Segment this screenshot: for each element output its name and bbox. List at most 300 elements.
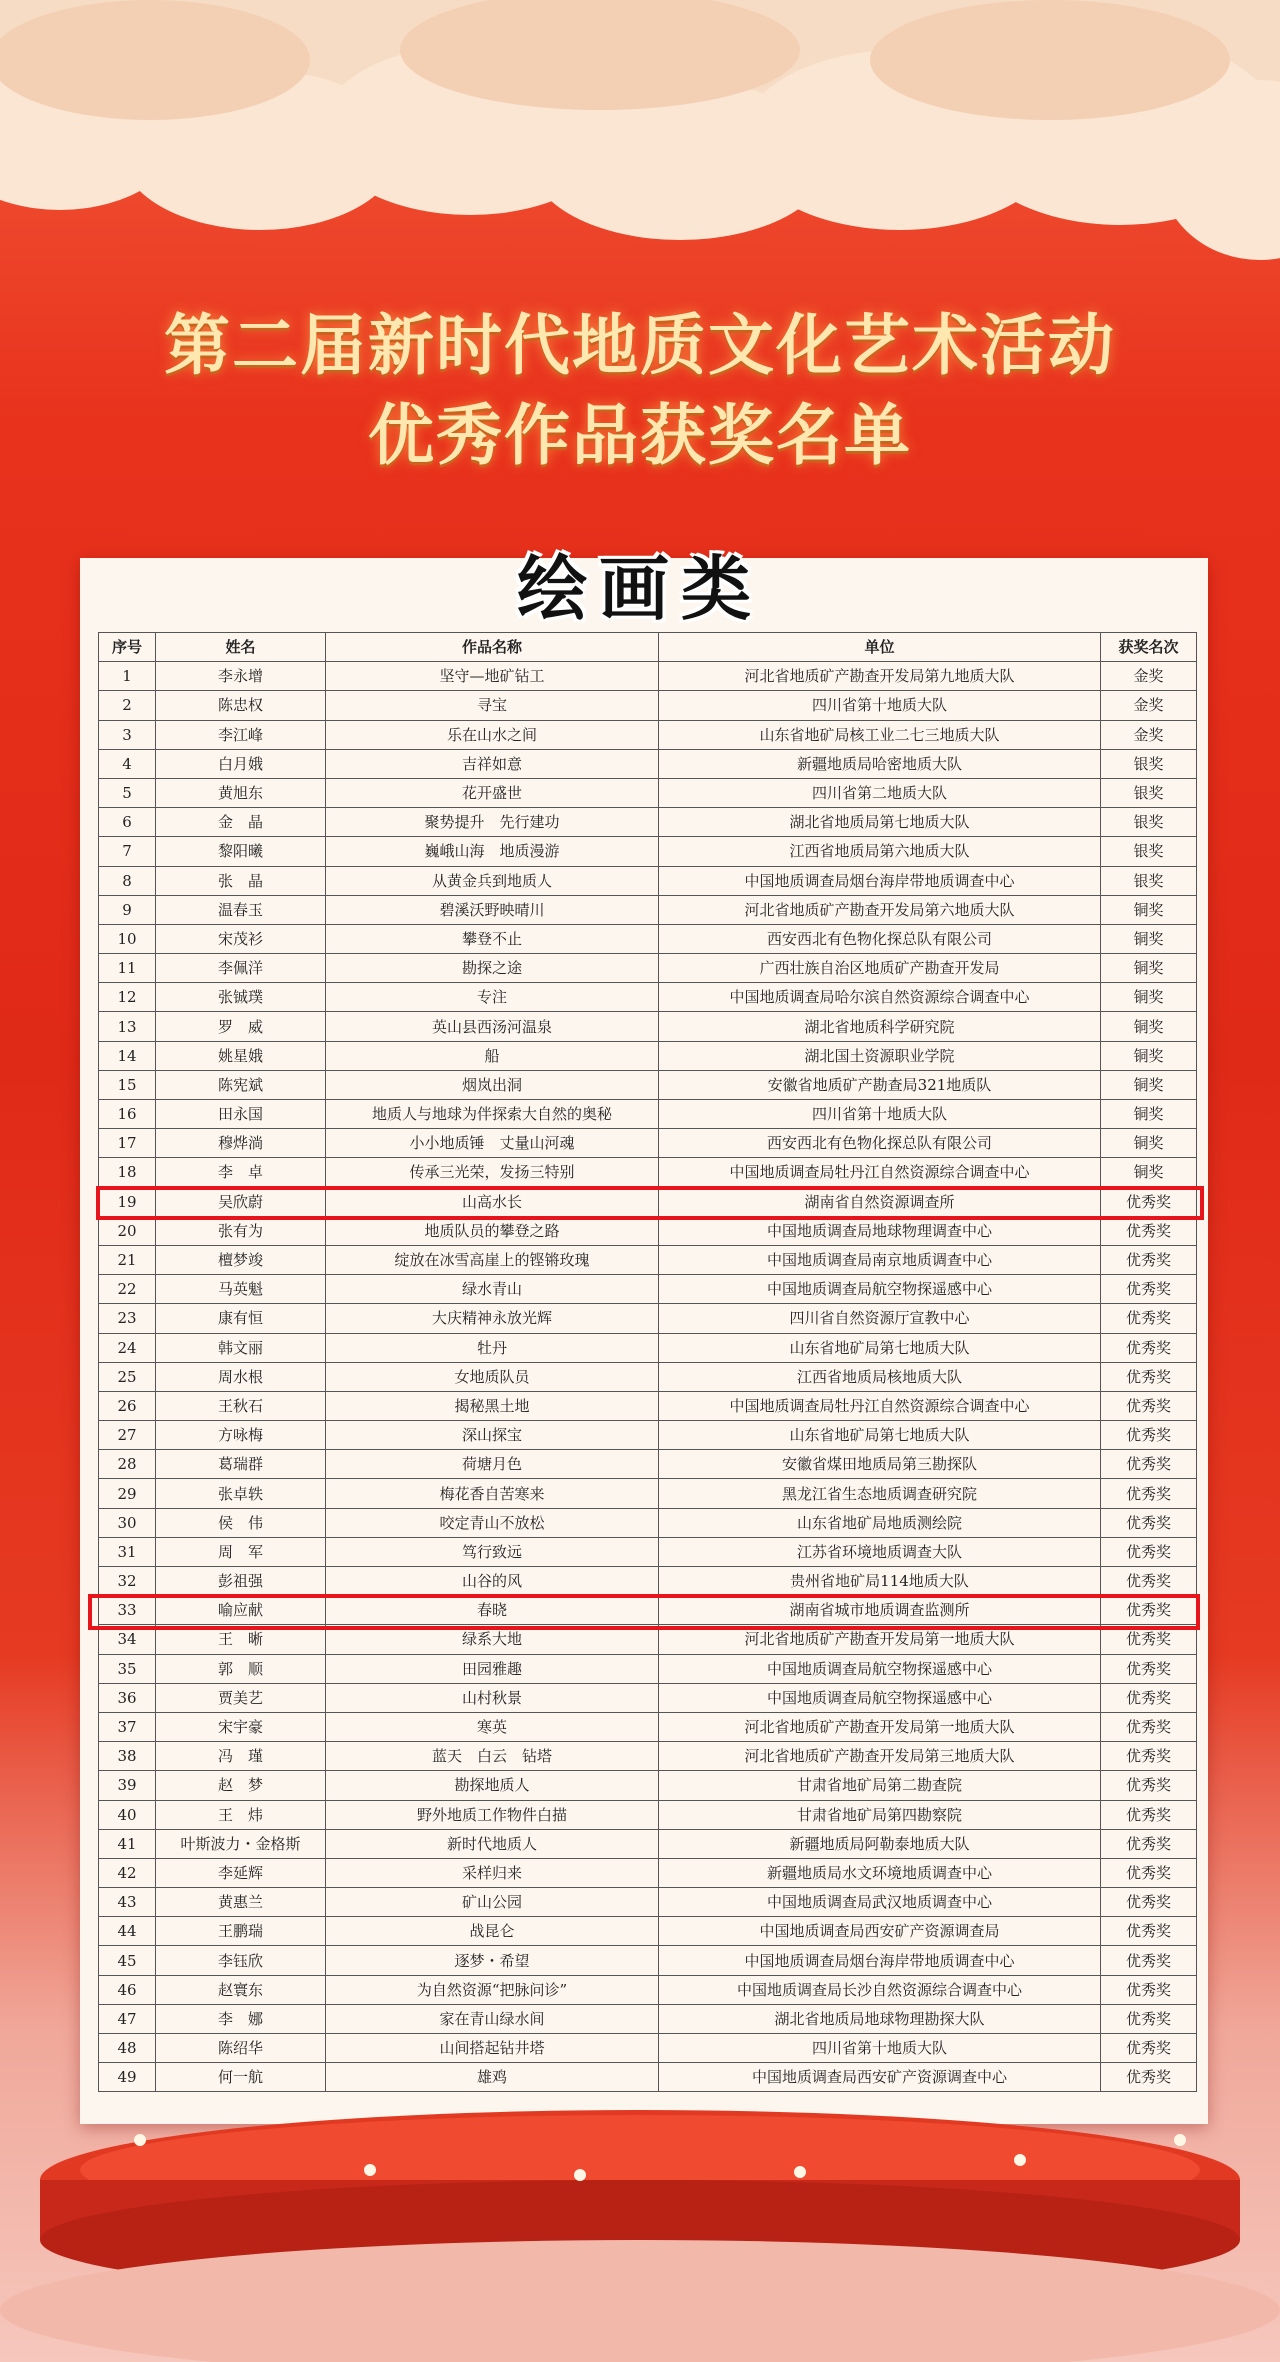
organization-cell: 河北省地质矿产勘查开发局第一地质大队	[659, 1712, 1101, 1741]
page-title-line2: 优秀作品获奖名单	[368, 396, 912, 474]
row-number: 37	[99, 1712, 156, 1741]
award-cell: 优秀奖	[1101, 2004, 1197, 2033]
table-row	[99, 1041, 1197, 1070]
table-row	[99, 749, 1197, 778]
work-title-cell: 战昆仑	[326, 1917, 659, 1946]
organization-cell: 山东省地矿局核工业二七三地质大队	[659, 720, 1101, 749]
name-cell: 田永国	[156, 1100, 326, 1129]
row-number: 10	[99, 924, 156, 953]
table-row	[99, 1158, 1197, 1187]
row-number: 41	[99, 1829, 156, 1858]
table-row	[99, 1683, 1197, 1712]
work-title-cell: 烟岚出洞	[326, 1070, 659, 1099]
work-title-cell: 勘探之途	[326, 954, 659, 983]
organization-cell: 湖北省地质科学研究院	[659, 1012, 1101, 1041]
organization-cell: 山东省地矿局地质测绘院	[659, 1508, 1101, 1537]
row-number: 28	[99, 1450, 156, 1479]
work-title-cell: 绽放在冰雪高崖上的铿锵玫瑰	[326, 1245, 659, 1274]
organization-cell: 河北省地质矿产勘查开发局第九地质大队	[659, 662, 1101, 691]
award-cell: 金奖	[1101, 691, 1197, 720]
name-cell: 周水根	[156, 1362, 326, 1391]
name-cell: 白月娥	[156, 749, 326, 778]
table-row	[99, 691, 1197, 720]
work-title-cell: 碧溪沃野映晴川	[326, 895, 659, 924]
row-number: 35	[99, 1654, 156, 1683]
award-cell: 优秀奖	[1101, 1391, 1197, 1420]
row-number: 30	[99, 1508, 156, 1537]
award-cell: 优秀奖	[1101, 1800, 1197, 1829]
row-number: 25	[99, 1362, 156, 1391]
name-cell: 宋宇豪	[156, 1712, 326, 1741]
work-title-cell: 专注	[326, 983, 659, 1012]
column-header: 单位	[659, 633, 1101, 662]
table-row	[99, 954, 1197, 983]
organization-cell: 新疆地质局阿勒泰地质大队	[659, 1829, 1101, 1858]
row-number: 36	[99, 1683, 156, 1712]
table-row	[99, 1333, 1197, 1362]
name-cell: 马英魁	[156, 1275, 326, 1304]
organization-cell: 四川省第十地质大队	[659, 691, 1101, 720]
row-number: 21	[99, 1245, 156, 1274]
work-title-cell: 花开盛世	[326, 778, 659, 807]
award-cell: 优秀奖	[1101, 1975, 1197, 2004]
work-title-cell: 逐梦・希望	[326, 1946, 659, 1975]
work-title-cell: 寒英	[326, 1712, 659, 1741]
work-title-cell: 新时代地质人	[326, 1829, 659, 1858]
work-title-cell: 坚守—地矿钻工	[326, 662, 659, 691]
row-number: 48	[99, 2034, 156, 2063]
work-title-cell: 船	[326, 1041, 659, 1070]
work-title-cell: 家在青山绿水间	[326, 2004, 659, 2033]
work-title-cell: 荷塘月色	[326, 1450, 659, 1479]
organization-cell: 中国地质调查局西安矿产资源调查局	[659, 1917, 1101, 1946]
work-title-cell: 地质人与地球为伴探索大自然的奥秘	[326, 1100, 659, 1129]
award-cell: 银奖	[1101, 808, 1197, 837]
table-row	[99, 1537, 1197, 1566]
organization-cell: 中国地质调查局南京地质调查中心	[659, 1245, 1101, 1274]
award-cell: 优秀奖	[1101, 1187, 1197, 1216]
organization-cell: 湖北国土资源职业学院	[659, 1041, 1101, 1070]
award-cell: 优秀奖	[1101, 1537, 1197, 1566]
row-number: 43	[99, 1888, 156, 1917]
name-cell: 王秋石	[156, 1391, 326, 1420]
row-number: 6	[99, 808, 156, 837]
name-cell: 宋茂衫	[156, 924, 326, 953]
name-cell: 罗 威	[156, 1012, 326, 1041]
row-number: 8	[99, 866, 156, 895]
organization-cell: 湖北省地质局地球物理勘探大队	[659, 2004, 1101, 2033]
name-cell: 王鹏瑞	[156, 1917, 326, 1946]
work-title-cell: 寻宝	[326, 691, 659, 720]
table-row	[99, 1508, 1197, 1537]
organization-cell: 甘肃省地矿局第四勘察院	[659, 1800, 1101, 1829]
name-cell: 何一航	[156, 2063, 326, 2092]
name-cell: 黎阳曦	[156, 837, 326, 866]
organization-cell: 四川省自然资源厅宣教中心	[659, 1304, 1101, 1333]
work-title-cell: 矿山公园	[326, 1888, 659, 1917]
work-title-cell: 笃行致远	[326, 1537, 659, 1566]
name-cell: 方咏梅	[156, 1421, 326, 1450]
organization-cell: 新疆地质局哈密地质大队	[659, 749, 1101, 778]
name-cell: 王 炜	[156, 1800, 326, 1829]
name-cell: 郭 顺	[156, 1654, 326, 1683]
work-title-cell: 绿系大地	[326, 1625, 659, 1654]
award-cell: 铜奖	[1101, 1158, 1197, 1187]
organization-cell: 广西壮族自治区地质矿产勘查开发局	[659, 954, 1101, 983]
row-number: 42	[99, 1858, 156, 1887]
name-cell: 李佩洋	[156, 954, 326, 983]
award-cell: 优秀奖	[1101, 1567, 1197, 1596]
work-title-cell: 山间搭起钻井塔	[326, 2034, 659, 2063]
table-row	[99, 1800, 1197, 1829]
table-row	[99, 1479, 1197, 1508]
award-cell: 铜奖	[1101, 1041, 1197, 1070]
row-number: 46	[99, 1975, 156, 2004]
organization-cell: 贵州省地矿局114地质大队	[659, 1567, 1101, 1596]
award-cell: 优秀奖	[1101, 1362, 1197, 1391]
name-cell: 黄惠兰	[156, 1888, 326, 1917]
organization-cell: 中国地质调查局烟台海岸带地质调查中心	[659, 866, 1101, 895]
award-cell: 银奖	[1101, 749, 1197, 778]
table-row	[99, 1771, 1197, 1800]
table-row	[99, 1012, 1197, 1041]
award-cell: 铜奖	[1101, 1012, 1197, 1041]
table-row	[99, 1216, 1197, 1245]
row-number: 15	[99, 1070, 156, 1099]
organization-cell: 中国地质调查局地球物理调查中心	[659, 1216, 1101, 1245]
work-title-cell: 牡丹	[326, 1333, 659, 1362]
table-row	[99, 1829, 1197, 1858]
table-row	[99, 924, 1197, 953]
name-cell: 赵 梦	[156, 1771, 326, 1800]
row-number: 11	[99, 954, 156, 983]
award-cell: 优秀奖	[1101, 1508, 1197, 1537]
organization-cell: 新疆地质局水文环境地质调查中心	[659, 1858, 1101, 1887]
column-header: 获奖名次	[1101, 633, 1197, 662]
table-body	[99, 662, 1197, 2092]
award-cell: 优秀奖	[1101, 1888, 1197, 1917]
award-cell: 优秀奖	[1101, 1421, 1197, 1450]
row-number: 23	[99, 1304, 156, 1333]
award-cell: 优秀奖	[1101, 1742, 1197, 1771]
row-number: 33	[99, 1596, 156, 1625]
award-cell: 优秀奖	[1101, 1683, 1197, 1712]
work-title-cell: 为自然资源“把脉问诊”	[326, 1975, 659, 2004]
organization-cell: 山东省地矿局第七地质大队	[659, 1333, 1101, 1362]
award-cell: 优秀奖	[1101, 1216, 1197, 1245]
award-cell: 铜奖	[1101, 1129, 1197, 1158]
organization-cell: 西安西北有色物化探总队有限公司	[659, 924, 1101, 953]
organization-cell: 安徽省地质矿产勘查局321地质队	[659, 1070, 1101, 1099]
column-header: 姓名	[156, 633, 326, 662]
table-row	[99, 837, 1197, 866]
name-cell: 张 晶	[156, 866, 326, 895]
award-cell: 铜奖	[1101, 954, 1197, 983]
page-title-line1: 第二届新时代地质文化艺术活动	[164, 306, 1116, 384]
award-cell: 优秀奖	[1101, 1946, 1197, 1975]
row-number: 3	[99, 720, 156, 749]
row-number: 40	[99, 1800, 156, 1829]
name-cell: 张有为	[156, 1216, 326, 1245]
table-row	[99, 778, 1197, 807]
award-cell: 优秀奖	[1101, 1917, 1197, 1946]
row-number: 9	[99, 895, 156, 924]
organization-cell: 江西省地质局核地质大队	[659, 1362, 1101, 1391]
table-row	[99, 1946, 1197, 1975]
organization-cell: 中国地质调查局武汉地质调查中心	[659, 1888, 1101, 1917]
row-number: 32	[99, 1567, 156, 1596]
organization-cell: 山东省地矿局第七地质大队	[659, 1421, 1101, 1450]
row-number: 17	[99, 1129, 156, 1158]
name-cell: 叶斯波力・金格斯	[156, 1829, 326, 1858]
organization-cell: 四川省第十地质大队	[659, 2034, 1101, 2063]
row-number: 45	[99, 1946, 156, 1975]
work-title-cell: 大庆精神永放光辉	[326, 1304, 659, 1333]
work-title-cell: 蓝天 白云 钻塔	[326, 1742, 659, 1771]
name-cell: 黄旭东	[156, 778, 326, 807]
row-number: 26	[99, 1391, 156, 1420]
name-cell: 康有恒	[156, 1304, 326, 1333]
name-cell: 李钰欣	[156, 1946, 326, 1975]
work-title-cell: 地质队员的攀登之路	[326, 1216, 659, 1245]
organization-cell: 四川省第十地质大队	[659, 1100, 1101, 1129]
work-title-cell: 野外地质工作物件白描	[326, 1800, 659, 1829]
organization-cell: 河北省地质矿产勘查开发局第一地质大队	[659, 1625, 1101, 1654]
section-title: 绘画类	[517, 547, 763, 630]
table-row	[99, 1742, 1197, 1771]
name-cell: 张铖璞	[156, 983, 326, 1012]
work-title-cell: 吉祥如意	[326, 749, 659, 778]
organization-cell: 安徽省煤田地质局第三勘探队	[659, 1450, 1101, 1479]
work-title-cell: 春晓	[326, 1596, 659, 1625]
organization-cell: 中国地质调查局航空物探遥感中心	[659, 1654, 1101, 1683]
row-number: 24	[99, 1333, 156, 1362]
award-cell: 金奖	[1101, 720, 1197, 749]
table-row	[99, 662, 1197, 691]
organization-cell: 湖北省地质局第七地质大队	[659, 808, 1101, 837]
name-cell: 葛瑞群	[156, 1450, 326, 1479]
organization-cell: 河北省地质矿产勘查开发局第六地质大队	[659, 895, 1101, 924]
table-row	[99, 1245, 1197, 1274]
work-title-cell: 山谷的风	[326, 1567, 659, 1596]
award-cell: 优秀奖	[1101, 1858, 1197, 1887]
table-row	[99, 720, 1197, 749]
name-cell: 韩文丽	[156, 1333, 326, 1362]
row-number: 22	[99, 1275, 156, 1304]
table-row	[99, 808, 1197, 837]
table-row	[99, 866, 1197, 895]
name-cell: 周 军	[156, 1537, 326, 1566]
organization-cell: 湖南省城市地质调查监测所	[659, 1596, 1101, 1625]
work-title-cell: 山村秋景	[326, 1683, 659, 1712]
name-cell: 侯 伟	[156, 1508, 326, 1537]
award-cell: 优秀奖	[1101, 1771, 1197, 1800]
row-number: 14	[99, 1041, 156, 1070]
table-row	[99, 1975, 1197, 2004]
table-row	[99, 1304, 1197, 1333]
award-cell: 铜奖	[1101, 924, 1197, 953]
organization-cell: 河北省地质矿产勘查开发局第三地质大队	[659, 1742, 1101, 1771]
award-table	[98, 632, 1197, 2092]
name-cell: 金 晶	[156, 808, 326, 837]
column-header: 作品名称	[326, 633, 659, 662]
work-title-cell: 咬定青山不放松	[326, 1508, 659, 1537]
table-row	[99, 1450, 1197, 1479]
row-number: 1	[99, 662, 156, 691]
row-number: 47	[99, 2004, 156, 2033]
column-header: 序号	[99, 633, 156, 662]
award-cell: 优秀奖	[1101, 2034, 1197, 2063]
row-number: 38	[99, 1742, 156, 1771]
name-cell: 张卓轶	[156, 1479, 326, 1508]
name-cell: 陈宪斌	[156, 1070, 326, 1099]
name-cell: 吴欣蔚	[156, 1187, 326, 1216]
name-cell: 彭祖强	[156, 1567, 326, 1596]
award-cell: 铜奖	[1101, 1100, 1197, 1129]
table-row	[99, 1567, 1197, 1596]
organization-cell: 西安西北有色物化探总队有限公司	[659, 1129, 1101, 1158]
work-title-cell: 采样归来	[326, 1858, 659, 1887]
row-number: 18	[99, 1158, 156, 1187]
table-row	[99, 1888, 1197, 1917]
name-cell: 李江峰	[156, 720, 326, 749]
award-cell: 优秀奖	[1101, 1596, 1197, 1625]
organization-cell: 中国地质调查局哈尔滨自然资源综合调查中心	[659, 983, 1101, 1012]
row-number: 12	[99, 983, 156, 1012]
table-row	[99, 1654, 1197, 1683]
work-title-cell: 英山县西汤河温泉	[326, 1012, 659, 1041]
table-row	[99, 1275, 1197, 1304]
table-row	[99, 2004, 1197, 2033]
row-number: 19	[99, 1187, 156, 1216]
name-cell: 温春玉	[156, 895, 326, 924]
organization-cell: 中国地质调查局西安矿产资源调查中心	[659, 2063, 1101, 2092]
work-title-cell: 深山探宝	[326, 1421, 659, 1450]
organization-cell: 中国地质调查局航空物探遥感中心	[659, 1683, 1101, 1712]
work-title-cell: 巍峨山海 地质漫游	[326, 837, 659, 866]
award-cell: 优秀奖	[1101, 2063, 1197, 2092]
award-cell: 铜奖	[1101, 1070, 1197, 1099]
table-row	[99, 1362, 1197, 1391]
award-cell: 银奖	[1101, 866, 1197, 895]
row-number: 16	[99, 1100, 156, 1129]
name-cell: 陈忠权	[156, 691, 326, 720]
organization-cell: 湖南省自然资源调查所	[659, 1187, 1101, 1216]
organization-cell: 中国地质调查局牡丹江自然资源综合调查中心	[659, 1158, 1101, 1187]
work-title-cell: 雄鸡	[326, 2063, 659, 2092]
work-title-cell: 攀登不止	[326, 924, 659, 953]
name-cell: 姚星娥	[156, 1041, 326, 1070]
name-cell: 李 娜	[156, 2004, 326, 2033]
highlight-box-row-33	[88, 1594, 1200, 1630]
organization-cell: 黑龙江省生态地质调查研究院	[659, 1479, 1101, 1508]
name-cell: 王 晰	[156, 1625, 326, 1654]
award-cell: 优秀奖	[1101, 1245, 1197, 1274]
table-row	[99, 1391, 1197, 1420]
organization-cell: 甘肃省地矿局第二勘查院	[659, 1771, 1101, 1800]
work-title-cell: 揭秘黑土地	[326, 1391, 659, 1420]
row-number: 34	[99, 1625, 156, 1654]
highlight-box-row-19	[96, 1186, 1204, 1220]
table-row	[99, 1421, 1197, 1450]
work-title-cell: 聚势提升 先行建功	[326, 808, 659, 837]
row-number: 39	[99, 1771, 156, 1800]
row-number: 44	[99, 1917, 156, 1946]
row-number: 31	[99, 1537, 156, 1566]
table-header-row	[99, 633, 1197, 662]
row-number: 5	[99, 778, 156, 807]
award-cell: 铜奖	[1101, 983, 1197, 1012]
name-cell: 喻应献	[156, 1596, 326, 1625]
work-title-cell: 从黄金兵到地质人	[326, 866, 659, 895]
work-title-cell: 山高水长	[326, 1187, 659, 1216]
award-cell: 优秀奖	[1101, 1654, 1197, 1683]
organization-cell: 中国地质调查局航空物探遥感中心	[659, 1275, 1101, 1304]
name-cell: 李 卓	[156, 1158, 326, 1187]
work-title-cell: 绿水青山	[326, 1275, 659, 1304]
award-cell: 银奖	[1101, 837, 1197, 866]
organization-cell: 中国地质调查局烟台海岸带地质调查中心	[659, 1946, 1101, 1975]
row-number: 4	[99, 749, 156, 778]
organization-cell: 中国地质调查局长沙自然资源综合调查中心	[659, 1975, 1101, 2004]
award-cell: 优秀奖	[1101, 1450, 1197, 1479]
name-cell: 陈绍华	[156, 2034, 326, 2063]
work-title-cell: 勘探地质人	[326, 1771, 659, 1800]
work-title-cell: 梅花香自苦寒来	[326, 1479, 659, 1508]
award-cell: 优秀奖	[1101, 1712, 1197, 1741]
cloud-decoration	[0, 0, 1280, 260]
award-cell: 优秀奖	[1101, 1333, 1197, 1362]
table-row	[99, 1858, 1197, 1887]
work-title-cell: 乐在山水之间	[326, 720, 659, 749]
award-cell: 优秀奖	[1101, 1275, 1197, 1304]
organization-cell: 四川省第二地质大队	[659, 778, 1101, 807]
name-cell: 李延辉	[156, 1858, 326, 1887]
row-number: 2	[99, 691, 156, 720]
row-number: 27	[99, 1421, 156, 1450]
organization-cell: 江西省地质局第六地质大队	[659, 837, 1101, 866]
name-cell: 檀梦竣	[156, 1245, 326, 1274]
row-number: 49	[99, 2063, 156, 2092]
stage-decoration	[0, 2060, 1280, 2362]
award-cell: 优秀奖	[1101, 1625, 1197, 1654]
row-number: 7	[99, 837, 156, 866]
name-cell: 贾美艺	[156, 1683, 326, 1712]
name-cell: 穆烨淌	[156, 1129, 326, 1158]
organization-cell: 中国地质调查局牡丹江自然资源综合调查中心	[659, 1391, 1101, 1420]
award-cell: 铜奖	[1101, 895, 1197, 924]
award-cell: 银奖	[1101, 778, 1197, 807]
work-title-cell: 田园雅趣	[326, 1654, 659, 1683]
table-row	[99, 2034, 1197, 2063]
row-number: 20	[99, 1216, 156, 1245]
name-cell: 冯 瑾	[156, 1742, 326, 1771]
name-cell: 李永增	[156, 662, 326, 691]
work-title-cell: 传承三光荣，发扬三特别	[326, 1158, 659, 1187]
row-number: 13	[99, 1012, 156, 1041]
organization-cell: 江苏省环境地质调查大队	[659, 1537, 1101, 1566]
table-row	[99, 1712, 1197, 1741]
table-row	[99, 1070, 1197, 1099]
table-row	[99, 1100, 1197, 1129]
table-row	[99, 1917, 1197, 1946]
table-row	[99, 1129, 1197, 1158]
row-number: 29	[99, 1479, 156, 1508]
work-title-cell: 女地质队员	[326, 1362, 659, 1391]
award-cell: 金奖	[1101, 662, 1197, 691]
award-cell: 优秀奖	[1101, 1829, 1197, 1858]
work-title-cell: 小小地质锤 丈量山河魂	[326, 1129, 659, 1158]
